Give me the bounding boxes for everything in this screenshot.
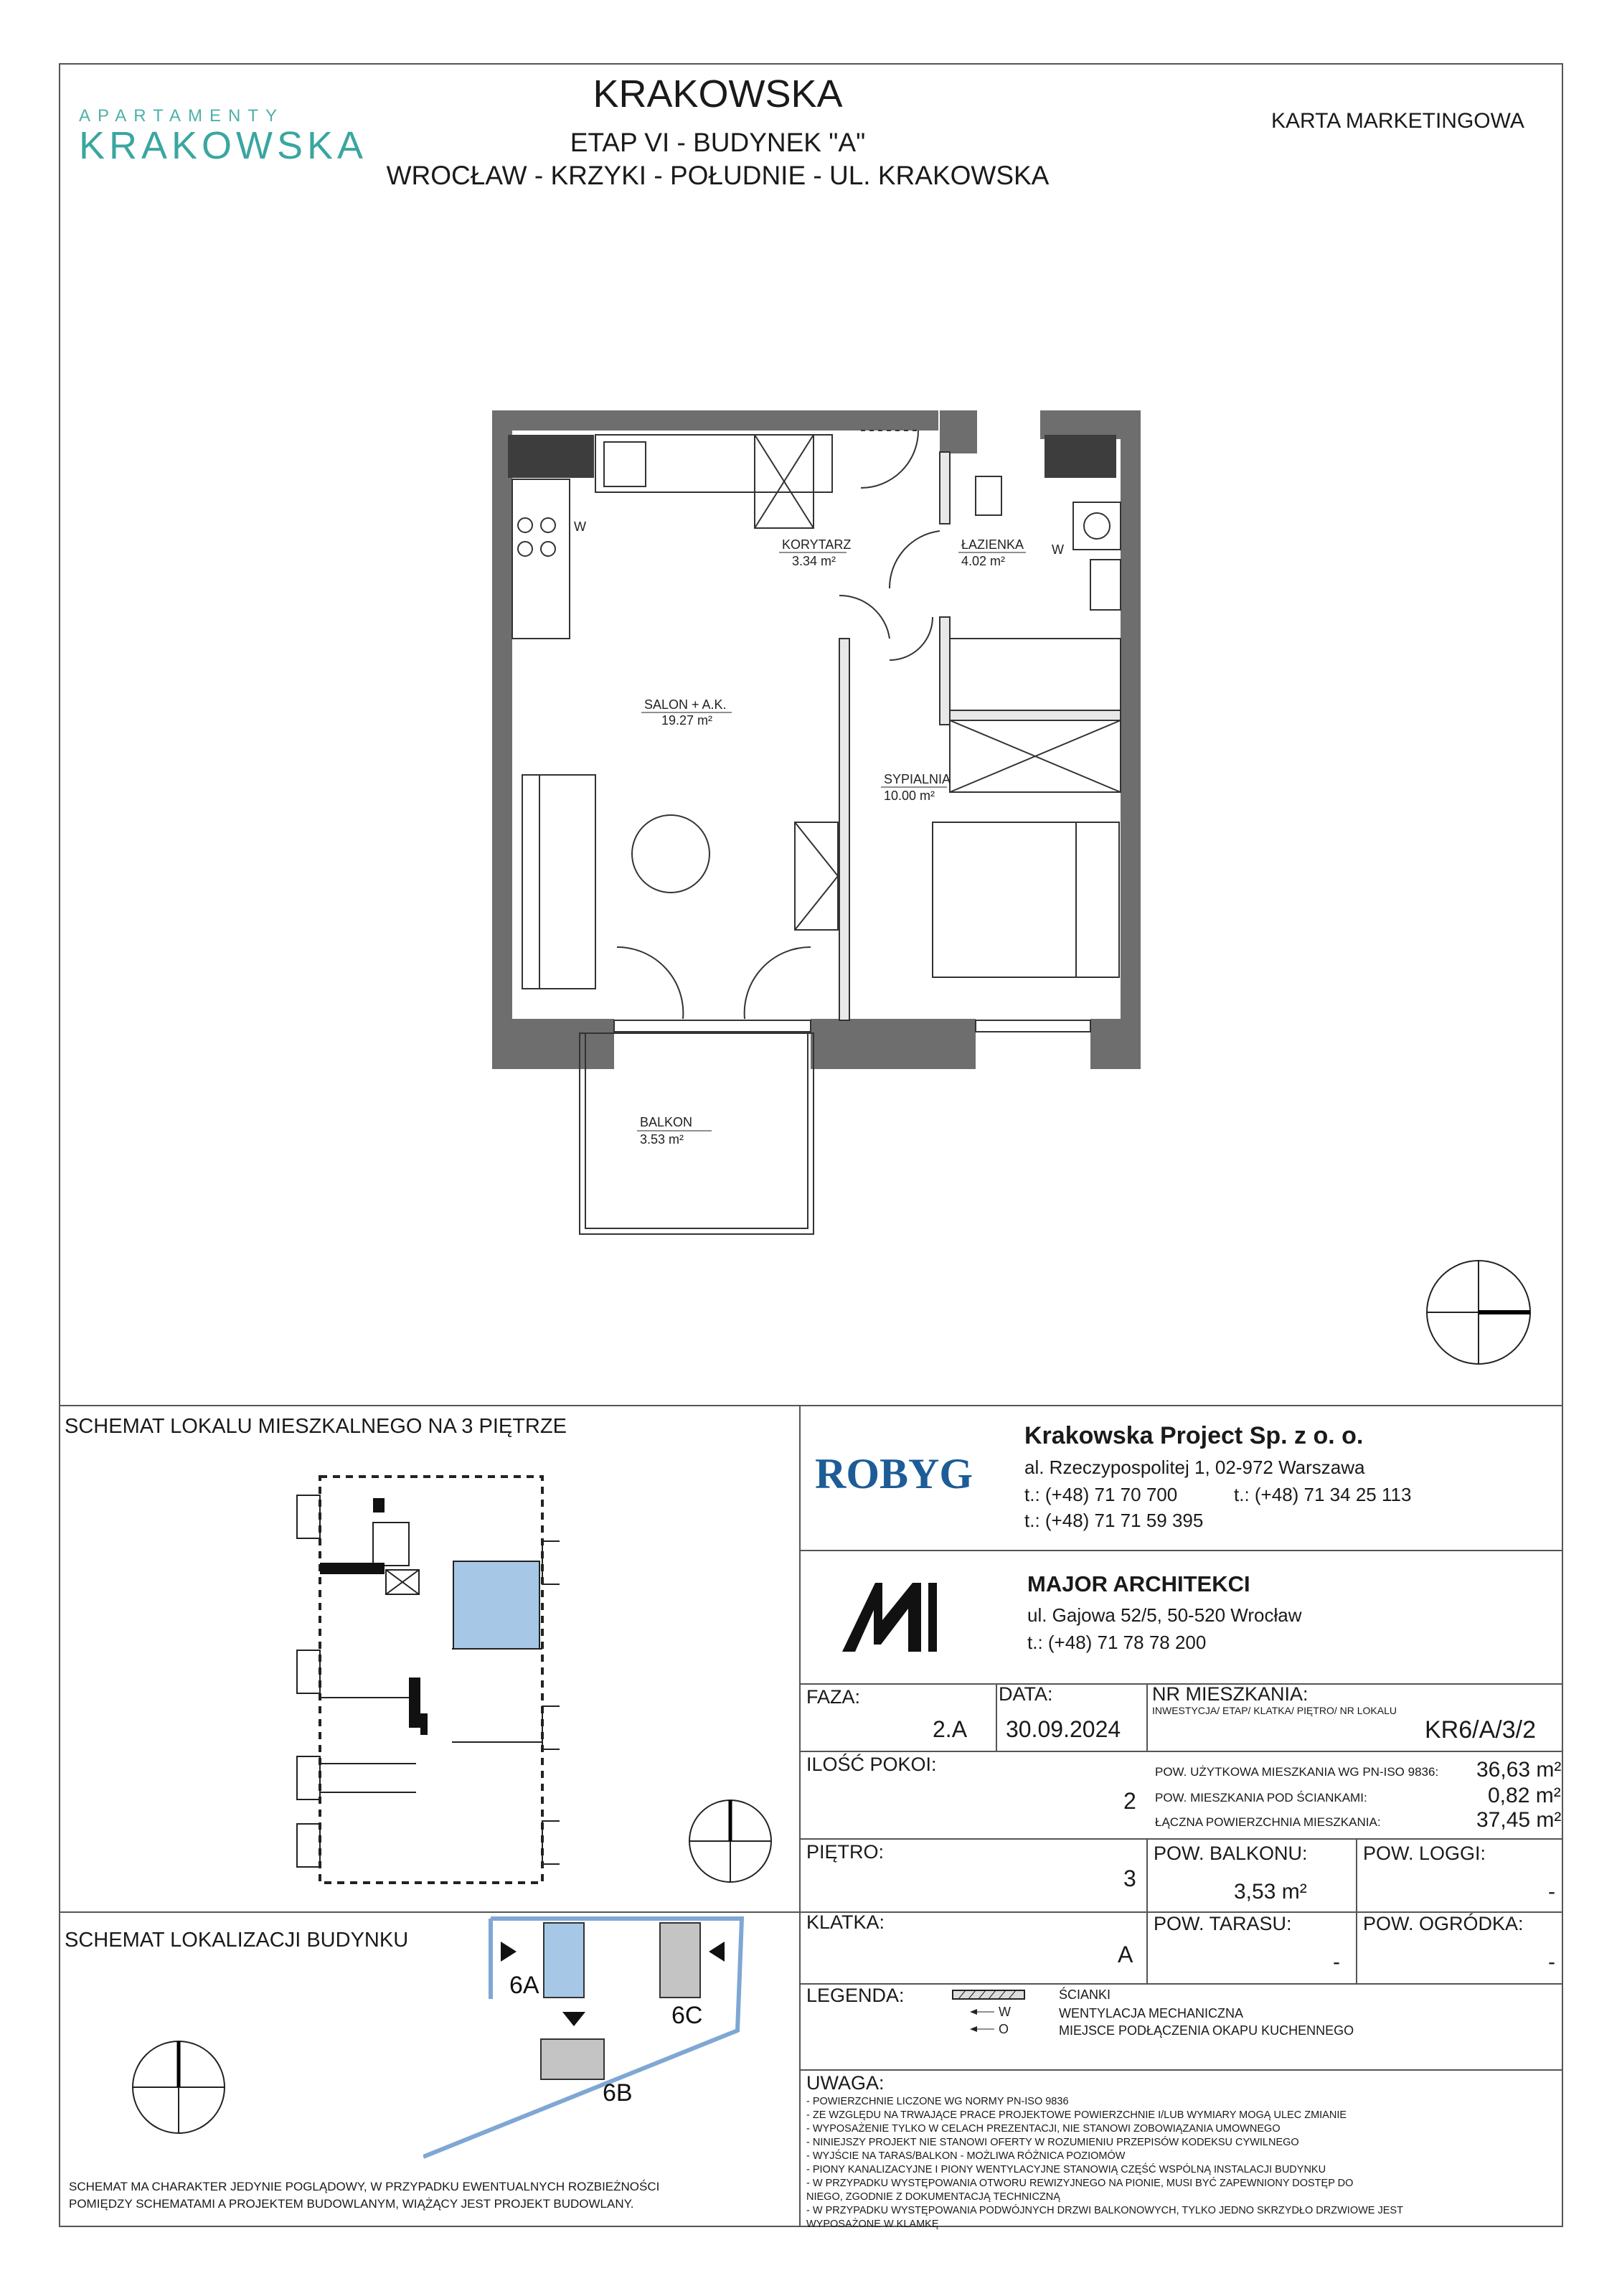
taras-value: - — [1333, 1950, 1340, 1974]
building-6b — [541, 2039, 604, 2079]
architect-phone: t.: (+48) 71 78 78 200 — [1027, 1632, 1207, 1653]
building-6c — [660, 1923, 700, 1998]
room-area-salon: 19.27 m² — [661, 713, 713, 728]
floor-plan — [473, 402, 1162, 1248]
faza-label: FAZA: — [806, 1686, 861, 1708]
area-walls-label: POW. MIESZKANIA POD ŚCIANKAMI: — [1155, 1791, 1367, 1805]
area-total-value: 37,45 m² — [1476, 1808, 1562, 1832]
developer-phone-2: t.: (+48) 71 34 25 113 — [1234, 1484, 1412, 1505]
wall-south-3 — [1090, 1019, 1141, 1069]
wall-south-1 — [492, 1019, 614, 1069]
table — [632, 815, 709, 893]
balcony — [580, 1033, 814, 1234]
ogrodek-label: POW. OGRÓDKA: — [1363, 1913, 1524, 1934]
divider-vertical — [799, 1405, 801, 2227]
legend-vent-letter: W — [999, 2005, 1011, 2019]
legend-item-walls: ŚCIANKI — [1059, 1987, 1111, 2002]
room-name-balkon: BALKON — [640, 1115, 693, 1129]
loggia-label: POW. LOGGI: — [1363, 1843, 1486, 1864]
floor-scheme — [287, 1462, 560, 1893]
area-walls-value: 0,82 m² — [1488, 1784, 1561, 1807]
taras-label: POW. TARASU: — [1154, 1913, 1292, 1934]
toilet — [976, 476, 1001, 515]
area-use-label: POW. UŻYTKOWA MIESZKANIA WG PN-ISO 9836: — [1155, 1765, 1439, 1779]
shaft-left — [508, 435, 594, 478]
note-item: - W PRZYPADKU WYSTĘPOWANIA OTWORU REWIZYJNEGO NA PIONIE, MUSI BYĆ ZAPEWNIONY DOSTĘP DO — [806, 2178, 1354, 2189]
klatka-value: A — [1118, 1942, 1133, 1967]
pokoje-value: 2 — [1123, 1788, 1136, 1814]
note-item: NIEGO, ZGODNIE Z DOKUMENTACJĄ TECHNICZNĄ — [806, 2191, 1060, 2203]
note-item: - ZE WZGLĘDU NA TRWAJĄCE PRACE PROJEKTOWE POWIERZCHNIE I/LUB WYMIARY MOGĄ ULEC ZMIANIE — [806, 2109, 1347, 2121]
divider-faza — [996, 1683, 997, 1751]
architect-logo-icon — [838, 1577, 953, 1656]
washbasin — [1090, 560, 1121, 610]
balkon-label: POW. BALKONU: — [1154, 1843, 1308, 1864]
note-item: - POWIERZCHNIE LICZONE WG NORMY PN-ISO 9836 — [806, 2096, 1069, 2107]
vent-mark-kitchen: W — [574, 519, 586, 534]
sofa — [522, 775, 595, 989]
wardrobe — [795, 822, 838, 930]
note-item: - PIONY KANALIZACYJNE I PIONY WENTYLACYJNE STANOWIĄ CZĘŚĆ WSPÓLNĄ INSTALACJI BUDYNKU — [806, 2164, 1326, 2175]
building-6a — [544, 1923, 584, 1998]
architect-name: MAJOR ARCHITEKCI — [1027, 1571, 1250, 1596]
divider-row1 — [799, 1751, 1563, 1752]
shaft-right — [1045, 435, 1116, 478]
legend-hood-letter: O — [999, 2022, 1009, 2036]
page-location: WROCŁAW - KRZYKI - POŁUDNIE - UL. KRAKOWSKA — [386, 161, 1050, 190]
data-value: 30.09.2024 — [1006, 1716, 1121, 1742]
door-corridor — [839, 596, 890, 639]
partition-salon — [839, 639, 849, 1020]
floor-scheme-title: SCHEMAT LOKALU MIESZKALNEGO NA 3 PIĘTRZE — [65, 1415, 567, 1438]
area-use-value: 36,63 m² — [1476, 1758, 1562, 1782]
note-item: - WYPOSAŻENIE TYLKO W CELACH PREZENTACJI, NIE STANOWI ZOBOWIĄZANIA UMOWNEGO — [806, 2123, 1281, 2135]
bed — [933, 822, 1119, 977]
ogrodek-value: - — [1548, 1950, 1555, 1974]
divider-col2 — [1146, 1838, 1148, 1983]
divider-row2 — [799, 1838, 1563, 1840]
architect-address: ul. Gajowa 52/5, 50-520 Wrocław — [1027, 1604, 1302, 1626]
legend-title: LEGENDA: — [806, 1985, 905, 2006]
room-area-sypialnia: 10.00 m² — [884, 789, 935, 803]
room-name-sypialnia: SYPIALNIA — [884, 772, 951, 786]
developer-phone-3: t.: (+48) 71 71 59 395 — [1024, 1510, 1204, 1531]
wall-shaft-left — [940, 410, 977, 453]
washing-machine — [1073, 502, 1121, 550]
pietro-value: 3 — [1123, 1866, 1136, 1891]
legend-item-hood: MIEJSCE PODŁĄCZENIA OKAPU KUCHENNEGO — [1059, 2023, 1354, 2038]
room-name-korytarz: KORYTARZ — [782, 537, 852, 552]
klatka-label: KLATKA: — [806, 1911, 885, 1933]
note-item: WYPOSAŻONE W KLAMKĘ — [806, 2219, 939, 2230]
compass-icon — [1425, 1258, 1532, 1366]
pietro-label: PIĘTRO: — [806, 1841, 885, 1863]
notes-list — [806, 2095, 1403, 2231]
brand-logo: KRAKOWSKA — [79, 124, 368, 167]
room-area-korytarz: 3.34 m² — [792, 554, 836, 568]
nr-subtitle: INWESTYCJA/ ETAP/ KLATKA/ PIĘTRO/ NR LOKALU — [1152, 1705, 1397, 1716]
building-scheme — [423, 1913, 753, 2163]
apartment-highlight — [453, 1561, 539, 1649]
disclaimer-line-1: SCHEMAT MA CHARAKTER JEDYNIE POGLĄDOWY, W PRZYPADKU EWENTUALNYCH ROZBIEŻNOŚCI — [69, 2180, 660, 2193]
divider-col3 — [1356, 1838, 1357, 1983]
developer-logo: ROBYG — [815, 1450, 973, 1497]
divider-main — [59, 1405, 1563, 1406]
area-total-label: ŁĄCZNA POWIERZCHNIA MIESZKANIA: — [1155, 1815, 1381, 1829]
wall-south-2 — [811, 1019, 976, 1069]
kitchen-counter — [512, 479, 570, 639]
vent-mark-bathroom: W — [1052, 542, 1064, 557]
compass-small-icon — [687, 1798, 773, 1884]
bathtub — [950, 639, 1121, 710]
partition-bath-1 — [940, 452, 950, 524]
divider-row4 — [799, 1983, 1563, 1985]
brand-small: APARTAMENTY — [79, 106, 285, 126]
room-area-lazienka: 4.02 m² — [961, 554, 1006, 568]
balkon-value: 3,53 m² — [1234, 1880, 1307, 1904]
building-label-6b: 6B — [603, 2079, 633, 2107]
notes-title: UWAGA: — [806, 2072, 885, 2094]
divider-row5 — [799, 2069, 1563, 2071]
legend-item-ventilation: WENTYLACJA MECHANICZNA — [1059, 2006, 1244, 2020]
partition-bath-2 — [940, 617, 950, 725]
data-label: DATA: — [999, 1683, 1053, 1705]
loggia-value: - — [1548, 1880, 1555, 1904]
room-name-salon: SALON + A.K. — [644, 697, 727, 712]
window-bedroom — [976, 1020, 1090, 1032]
legend-symbols — [951, 1989, 1030, 2039]
note-item: - W PRZYPADKU WYSTĘPOWANIA PODWÓJNYCH DRZWI BALKONOWYCH, TYLKO JEDNO SKRZYDŁO DRZWIOWE JEST — [806, 2205, 1403, 2216]
divider-developer — [799, 1550, 1563, 1551]
wall-east — [1121, 410, 1141, 1069]
developer-phone-1: t.: (+48) 71 70 700 — [1024, 1484, 1178, 1505]
wall-north-left — [492, 410, 938, 430]
kitchen-upper-counter — [595, 435, 832, 492]
pokoje-label: ILOŚĆ POKOI: — [806, 1754, 937, 1775]
wall-west — [492, 410, 512, 1069]
page-title: KRAKOWSKA — [593, 72, 843, 116]
divider-data — [1146, 1683, 1148, 1751]
page-subtitle: ETAP VI - BUDYNEK "A" — [570, 128, 866, 157]
building-scheme-title: SCHEMAT LOKALIZACJI BUDYNKU — [65, 1929, 409, 1952]
window-salon — [614, 1020, 811, 1032]
note-item: - NINIEJSZY PROJEKT NIE STANOWI OFERTY W ROZUMIENIU PRZEPISÓW KODEKSU CYWILNEGO — [806, 2137, 1299, 2148]
disclaimer-line-2: POMIĘDZY SCHEMATAMI A PROJEKTEM BUDOWLANYM, WIĄŻĄCY JEST PROJEKT BUDOWLANY. — [69, 2197, 634, 2211]
nr-value: KR6/A/3/2 — [1425, 1716, 1536, 1744]
room-area-balkon: 3.53 m² — [640, 1132, 684, 1147]
developer-name: Krakowska Project Sp. z o. o. — [1024, 1422, 1364, 1449]
developer-address: al. Rzeczypospolitej 1, 02-972 Warszawa — [1024, 1457, 1365, 1478]
building-label-6a: 6A — [509, 1972, 539, 1999]
faza-value: 2.A — [933, 1716, 968, 1742]
card-type: KARTA MARKETINGOWA — [1271, 109, 1524, 133]
note-item: - WYJŚCIE NA TARAS/BALKON - MOŻLIWA RÓŻNICA POZIOMÓW — [806, 2150, 1126, 2162]
nr-label: NR MIESZKANIA: — [1152, 1683, 1309, 1705]
compass-location-icon — [131, 2039, 227, 2135]
partition-bedroom — [950, 710, 1121, 720]
building-label-6c: 6C — [671, 2002, 703, 2029]
room-name-lazienka: ŁAZIENKA — [961, 537, 1024, 552]
